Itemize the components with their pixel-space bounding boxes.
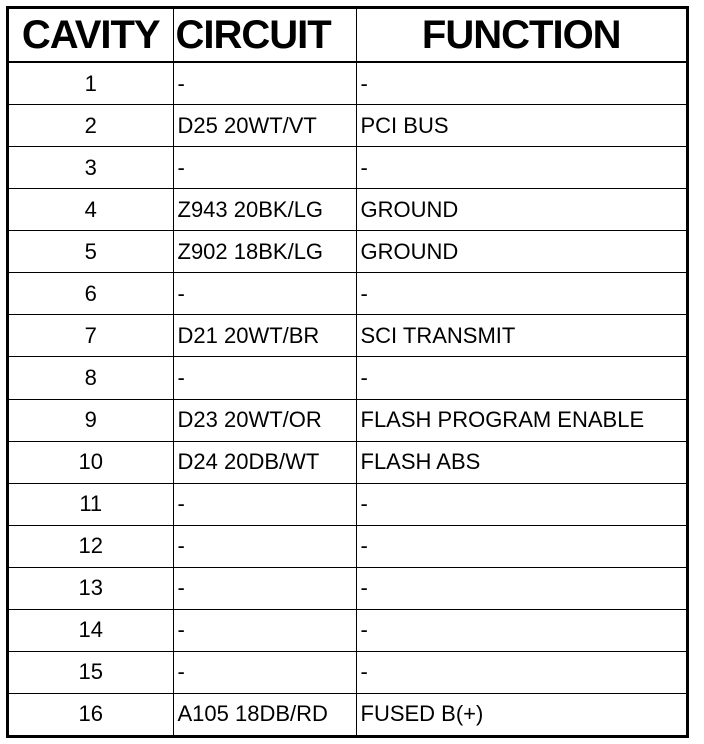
circuit-cell: - [173, 357, 356, 399]
table-row [9, 525, 686, 567]
circuit-cell: - [173, 609, 356, 651]
circuit-cell: D24 20DB/WT [173, 441, 356, 483]
cavity-cell: 3 [9, 147, 173, 189]
cavity-cell: 8 [9, 357, 173, 399]
function-cell: - [356, 609, 686, 651]
function-cell: - [356, 273, 686, 315]
table-row [9, 273, 686, 315]
table-row [9, 609, 686, 651]
cavity-cell: 9 [9, 399, 173, 441]
circuit-cell: D21 20WT/BR [173, 315, 356, 357]
cavity-cell: 11 [9, 483, 173, 525]
circuit-cell: - [173, 147, 356, 189]
circuit-cell: D23 20WT/OR [173, 399, 356, 441]
header-cavity: CAVITY [9, 9, 173, 62]
table-row [9, 315, 686, 357]
table-row [9, 399, 686, 441]
cavity-cell: 14 [9, 609, 173, 651]
function-cell: GROUND [356, 189, 686, 231]
circuit-cell: A105 18DB/RD [173, 693, 356, 735]
cavity-cell: 15 [9, 651, 173, 693]
function-cell: FLASH ABS [356, 441, 686, 483]
circuit-cell: - [173, 62, 356, 105]
table-row [9, 441, 686, 483]
table-row [9, 62, 686, 105]
table-row [9, 693, 686, 735]
function-cell: - [356, 483, 686, 525]
cavity-cell: 2 [9, 105, 173, 147]
table-row [9, 357, 686, 399]
cavity-cell: 4 [9, 189, 173, 231]
function-cell: - [356, 62, 686, 105]
cavity-cell: 13 [9, 567, 173, 609]
table-row [9, 651, 686, 693]
table-row [9, 483, 686, 525]
circuit-cell: Z902 18BK/LG [173, 231, 356, 273]
cavity-cell: 5 [9, 231, 173, 273]
connector-pinout-table [9, 9, 686, 735]
header-circuit: CIRCUIT [173, 9, 356, 62]
table-row [9, 189, 686, 231]
function-cell: FUSED B(+) [356, 693, 686, 735]
function-cell: - [356, 567, 686, 609]
cavity-cell: 10 [9, 441, 173, 483]
table-row [9, 105, 686, 147]
table-row [9, 231, 686, 273]
circuit-cell: - [173, 483, 356, 525]
header-row [9, 9, 686, 62]
cavity-cell: 12 [9, 525, 173, 567]
header-function: FUNCTION [356, 9, 686, 62]
circuit-cell: Z943 20BK/LG [173, 189, 356, 231]
cavity-cell: 16 [9, 693, 173, 735]
function-cell: - [356, 147, 686, 189]
circuit-cell: - [173, 273, 356, 315]
table-row [9, 147, 686, 189]
circuit-cell: - [173, 567, 356, 609]
function-cell: GROUND [356, 231, 686, 273]
function-cell: PCI BUS [356, 105, 686, 147]
function-cell: - [356, 525, 686, 567]
table-row [9, 567, 686, 609]
function-cell: - [356, 651, 686, 693]
cavity-cell: 6 [9, 273, 173, 315]
function-cell: - [356, 357, 686, 399]
circuit-cell: - [173, 651, 356, 693]
function-cell: FLASH PROGRAM ENABLE [356, 399, 686, 441]
circuit-cell: - [173, 525, 356, 567]
circuit-cell: D25 20WT/VT [173, 105, 356, 147]
connector-pinout-table-frame [6, 6, 689, 738]
function-cell: SCI TRANSMIT [356, 315, 686, 357]
cavity-cell: 7 [9, 315, 173, 357]
cavity-cell: 1 [9, 62, 173, 105]
